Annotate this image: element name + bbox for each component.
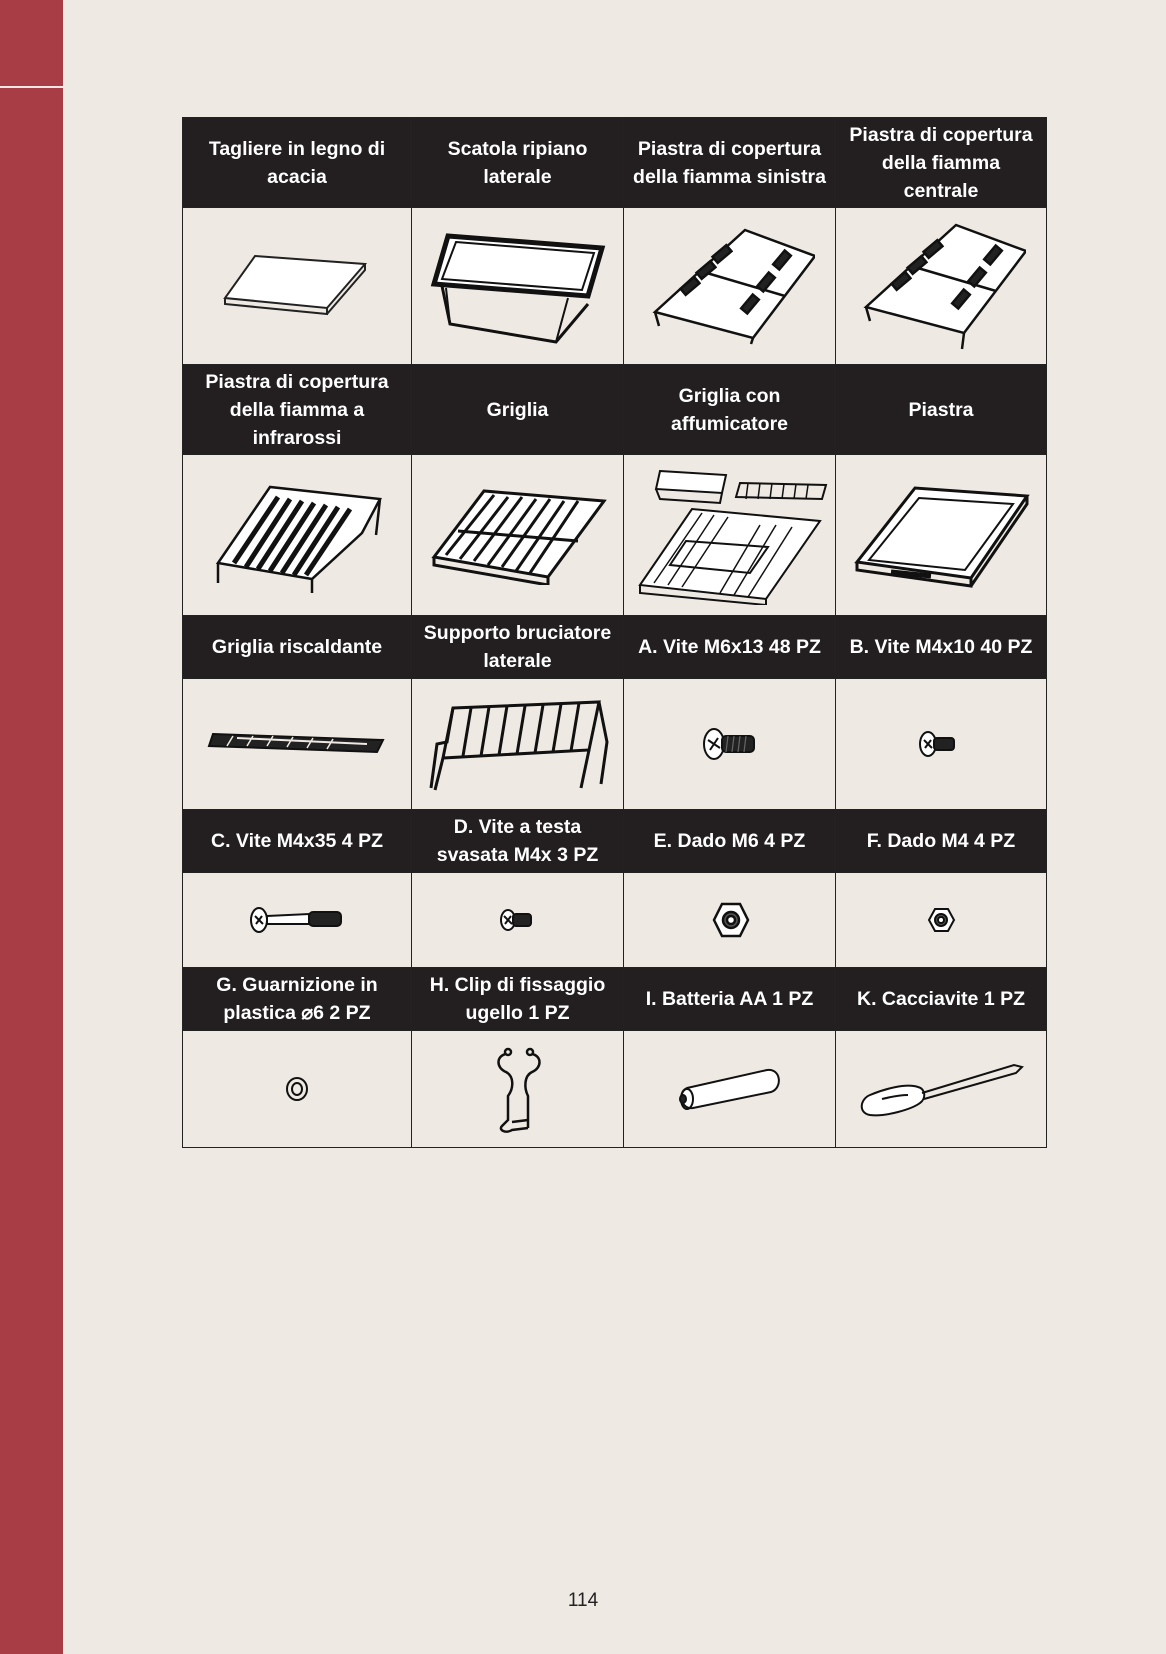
nut-m4-icon [926,905,956,935]
parts-table [182,117,1047,1148]
header-row [183,365,1047,455]
page-number: 114 [567,1590,599,1611]
left-flame-tamer-icon [645,226,815,346]
part-image-cell [624,873,836,968]
plastic-washer-icon [282,1074,312,1104]
screw-m4x10-icon [916,726,966,762]
countersunk-screw-icon [498,905,538,935]
part-image-cell [836,455,1047,616]
part-label: D. Vite a testa svasata M4x 3 PZ [412,810,624,873]
header-row [183,968,1047,1031]
part-label: B. Vite M4x10 40 PZ [836,616,1047,679]
image-row [183,208,1047,365]
image-row [183,679,1047,810]
part-image-cell [836,679,1047,810]
side-shelf-box-icon [428,226,608,346]
header-row [183,810,1047,873]
part-image-cell [183,208,412,365]
part-image-cell [183,455,412,616]
smoker-grill-icon [630,465,830,605]
image-row [183,1031,1047,1148]
part-label: Griglia riscaldante [183,616,412,679]
part-label: I. Batteria AA 1 PZ [624,968,836,1031]
part-label: E. Dado M6 4 PZ [624,810,836,873]
image-row [183,873,1047,968]
part-label: G. Guarnizione in plastica ⌀6 2 PZ [183,968,412,1031]
side-color-band [0,0,63,1654]
side-tab-marker [0,0,63,88]
part-image-cell [624,208,836,365]
part-label: F. Dado M4 4 PZ [836,810,1047,873]
screw-m6x13-icon [700,724,760,764]
part-image-cell [412,1031,624,1148]
header-row [183,118,1047,208]
part-label: Piastra di copertura della fiamma a infrarossi [183,365,412,455]
part-image-cell [624,679,836,810]
aa-battery-icon [675,1064,785,1114]
nozzle-clip-icon [488,1044,548,1134]
part-label: C. Vite M4x35 4 PZ [183,810,412,873]
part-image-cell [183,679,412,810]
part-label: Supporto bruciatore laterale [412,616,624,679]
screw-m4x35-icon [247,902,347,938]
part-image-cell [412,873,624,968]
warming-rack-icon [207,724,387,764]
part-label: Scatola ripiano laterale [412,118,624,208]
header-row [183,616,1047,679]
part-image-cell [183,873,412,968]
side-burner-support-icon [423,694,613,794]
part-image-cell [624,455,836,616]
acacia-cutting-board-icon [217,246,377,326]
part-label: Griglia con affumicatore [624,365,836,455]
part-image-cell [183,1031,412,1148]
part-label: Tagliere in legno di acacia [183,118,412,208]
part-image-cell [412,208,624,365]
image-row [183,455,1047,616]
part-label: H. Clip di fissaggio ugello 1 PZ [412,968,624,1031]
griddle-plate-icon [851,480,1031,590]
part-label: Piastra di copertura della fiamma centrale [836,118,1047,208]
screwdriver-icon [856,1059,1026,1119]
part-label: A. Vite M6x13 48 PZ [624,616,836,679]
part-label: Griglia [412,365,624,455]
grill-grate-icon [428,485,608,585]
part-image-cell [412,455,624,616]
part-image-cell [836,873,1047,968]
infrared-flame-tamer-icon [212,475,382,595]
center-flame-tamer-icon [856,221,1026,351]
part-image-cell [412,679,624,810]
part-image-cell [624,1031,836,1148]
nut-m6-icon [710,900,750,940]
part-image-cell [836,208,1047,365]
part-label: Piastra di copertura della fiamma sinistra [624,118,836,208]
part-label: Piastra [836,365,1047,455]
part-label: K. Cacciavite 1 PZ [836,968,1047,1031]
part-image-cell [836,1031,1047,1148]
